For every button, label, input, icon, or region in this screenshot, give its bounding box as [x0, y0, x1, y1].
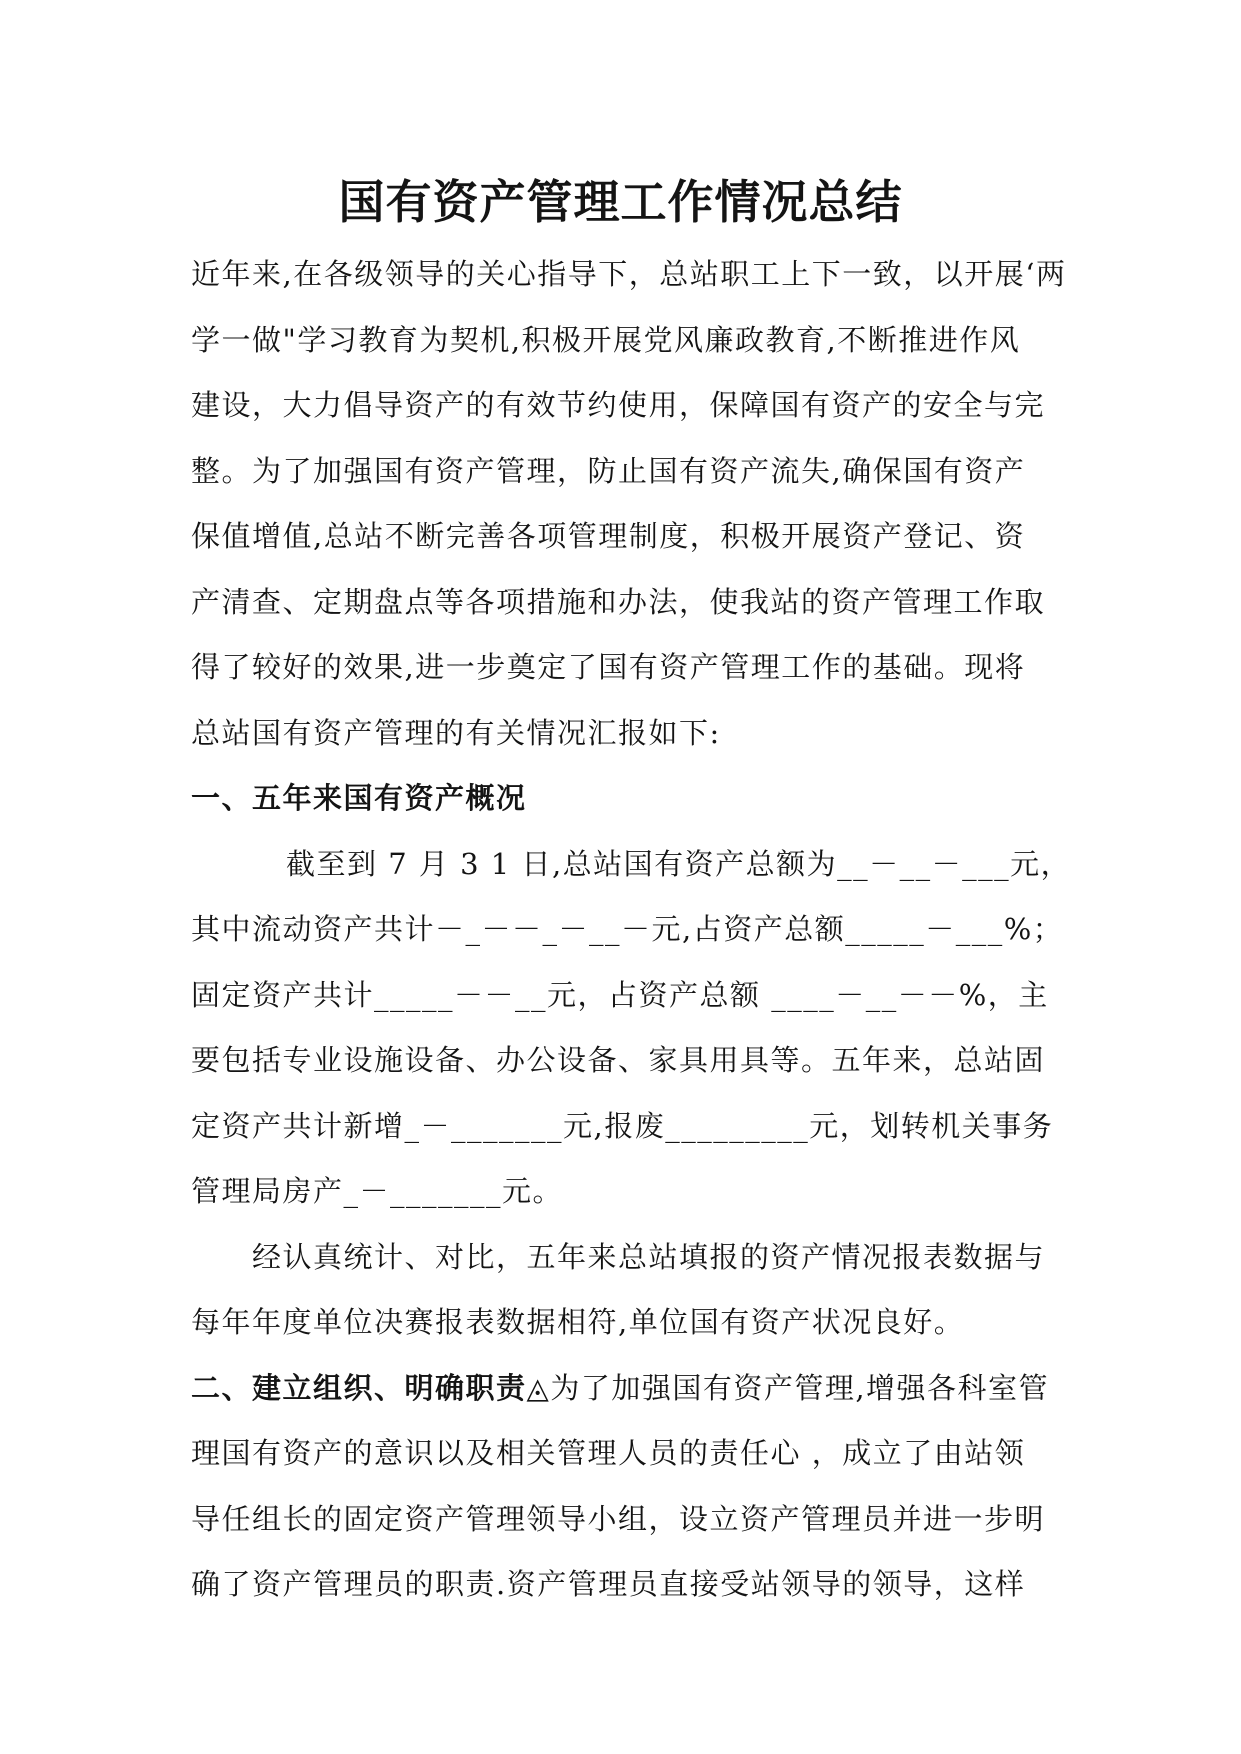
section-overview	[191, 766, 1071, 1356]
statistics-paragraph	[191, 1225, 1071, 1356]
intro-line: 保值增值,总站不断完善各项管理制度，积极开展资产登记、资	[191, 519, 1026, 553]
intro-line: 总站国有资产管理的有关情况汇报如下:	[191, 715, 721, 750]
overview-line: 截至到 7 月 3 1 日,总站国有资产总额为__－__－___元，	[286, 846, 1072, 881]
intro-paragraph	[191, 242, 1071, 766]
intro-line: 整。为了加强国有资产管理，防止国有资产流失,确保国有资产	[191, 453, 1026, 488]
intro-line: 建设，大力倡导资产的有效节约使用，保障国有资产的安全与完	[191, 388, 1046, 422]
overview-line: 管理局房产_－_______元。	[191, 1174, 564, 1208]
section-organization	[191, 1356, 1071, 1618]
statistics-line: 经认真统计、对比，五年来总站填报的资产情况报表数据与	[252, 1239, 1046, 1274]
document-body	[191, 242, 1071, 1618]
document-title: 国有资产管理工作情况总结	[338, 175, 903, 229]
intro-line: 产清查、定期盘点等各项措施和办法，使我站的资产管理工作取	[191, 584, 1046, 619]
overview-line: 固定资产共计_____－－__元，占资产总额 ____－__－－%，主	[191, 977, 1049, 1012]
organization-line: 导任组长的固定资产管理领导小组，设立资产管理员并进一步明	[191, 1501, 1046, 1536]
intro-line: 学一做"学习教育为契机,积极开展党风廉政教育,不断推进作风	[191, 322, 1021, 357]
organization-line: 确了资产管理员的职责.资产管理员直接受站领导的领导，这样	[191, 1567, 1026, 1601]
intro-line: 得了较好的效果,进一步奠定了国有资产管理工作的基础。现将	[191, 650, 1026, 684]
section-first-line	[191, 1356, 1071, 1422]
intro-line: 近年来,在各级领导的关心指导下，总站职工上下一致，以开展‘两	[191, 257, 1067, 291]
organization-line: 理国有资产的意识以及相关管理人员的责任心 ，成立了由站领	[191, 1436, 1026, 1470]
section-heading: 一、五年来国有资产概况	[191, 781, 527, 815]
overview-line: 定资产共计新增_－_______元,报废_________元，划转机关事务	[191, 1108, 1054, 1143]
section-heading: 二、建立组织、明确职责◬	[191, 1370, 551, 1405]
overview-paragraph	[191, 832, 1071, 1225]
section-inline-text: 为了加强国有资产管理,增强各科室管	[550, 1370, 1050, 1405]
overview-line: 要包括专业设施设备、办公设备、家具用具等。五年来，总站固	[191, 1043, 1046, 1077]
overview-line: 其中流动资产共计－_－－_－__－元,占资产总额_____－___%；	[191, 912, 1064, 946]
statistics-line: 每年年度单位决赛报表数据相符,单位国有资产状况良好。	[191, 1305, 965, 1339]
